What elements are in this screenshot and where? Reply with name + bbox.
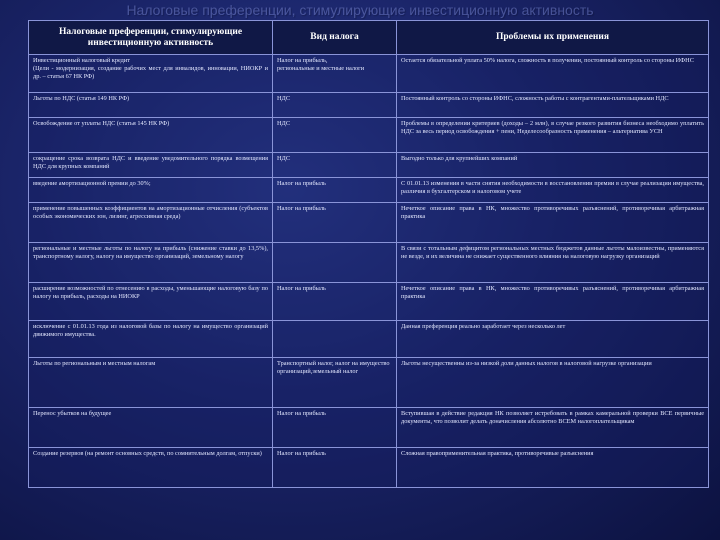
cell-problem: Постоянный контроль со стороны ИФНС, сложность работы с контрагентами-плательщиками НДС bbox=[397, 93, 709, 118]
table-row bbox=[29, 203, 709, 243]
cell-tax-type: НДС bbox=[273, 153, 397, 178]
cell-problem: Нечеткое описание права в НК, множество противоречивых разъяснений, противоречивая арбитражная практика bbox=[397, 283, 709, 321]
cell-preference: расширение возможностей по отнесению в расходы, уменьшающие налоговую базу по налогу на прибыль, расходы на НИОКР bbox=[29, 283, 273, 321]
cell-preference: Льготы по НДС (статья 149 НК РФ) bbox=[29, 93, 273, 118]
cell-preference: введение амортизационной премии до 30%; bbox=[29, 178, 273, 203]
table-row bbox=[29, 243, 709, 283]
cell-problem: С 01.01.13 изменения в части снятия необходимости в восстановлении премии в случае реализации имущества, различия в бухгалтерском и налоговом учете bbox=[397, 178, 709, 203]
cell-preference: сокращение срока возврата НДС и введение уведомительного порядка возмещения НДС для крупных компаний bbox=[29, 153, 273, 178]
cell-preference: применение повышенных коэффициентов на амортизационные отчисления (субъектов особых экономических зон, лизинг, агрессивная среда) bbox=[29, 203, 273, 243]
cell-tax-type: НДС bbox=[273, 93, 397, 118]
header-problems: Проблемы их применения bbox=[397, 21, 709, 55]
table-row bbox=[29, 448, 709, 488]
header-preferences: Налоговые преференции, стимулирующие инвестиционную активность bbox=[29, 21, 273, 55]
preferences-table bbox=[28, 20, 709, 488]
cell-tax-type: Налог на прибыль bbox=[273, 408, 397, 448]
cell-tax-type bbox=[273, 243, 397, 283]
cell-preference: региональные и местные льготы по налогу на прибыль (снижение ставки до 13,5%), транспортному налогу, налогу на имущество организаций, земельному налогу bbox=[29, 243, 273, 283]
header-tax-type: Вид налога bbox=[273, 21, 397, 55]
cell-preference: Создание резервов (на ремонт основных средств, по сомнительным долгам, отпуски) bbox=[29, 448, 273, 488]
table-row bbox=[29, 358, 709, 408]
cell-problem: Данная преференция реально заработает через несколько лет bbox=[397, 321, 709, 358]
table-row bbox=[29, 321, 709, 358]
cell-problem: Остается обязательной уплата 50% налога, сложность в получении, постоянный контроль со стороны ИФНС bbox=[397, 55, 709, 93]
table-row bbox=[29, 93, 709, 118]
table-header-row bbox=[29, 21, 709, 55]
cell-tax-type: НДС bbox=[273, 118, 397, 153]
cell-problem: В связи с тотальным дефицитом региональных местных бюджетов данные льготы малоизвестны, применяются не везде, и их величина не снижает существенного влияния на налоговую нагрузку организаций bbox=[397, 243, 709, 283]
cell-preference: Инвестиционный налоговый кредит (Цели - модернизация, создание рабочих мест для инвалидов, инновации, НИОКР и др. – статья 67 НК РФ) bbox=[29, 55, 273, 93]
cell-preference: Перенос убытков на будущее bbox=[29, 408, 273, 448]
cell-problem: Нечеткое описание права в НК, множество противоречивых разъяснений, противоречивая арбитражная практика bbox=[397, 203, 709, 243]
cell-problem: Сложная правоприменительная практика, противоречивые разъяснения bbox=[397, 448, 709, 488]
page-title: Налоговые преференции, стимулирующие инвестиционную активность bbox=[126, 2, 594, 18]
cell-preference: Льготы по региональным и местным налогам bbox=[29, 358, 273, 408]
table-row bbox=[29, 178, 709, 203]
cell-tax-type: Налог на прибыль, региональные и местные налоги bbox=[273, 55, 397, 93]
cell-tax-type: Налог на прибыль bbox=[273, 448, 397, 488]
cell-preference: исключение с 01.01.13 года из налоговой базы по налогу на имущество организаций движимого имущества. bbox=[29, 321, 273, 358]
cell-problem: Проблемы в определении критериев (доходы – 2 млн), в случае резкого развития бизнеса необходимо уплатить НДС за весь период освобождения + пени, Неделесообразность применения – альтернатива УСН bbox=[397, 118, 709, 153]
cell-preference: Освобождение от уплаты НДС (статья 145 НК РФ) bbox=[29, 118, 273, 153]
cell-problem: Выгодно только для крупнейших компаний bbox=[397, 153, 709, 178]
table-row bbox=[29, 153, 709, 178]
cell-tax-type: Налог на прибыль bbox=[273, 283, 397, 321]
table-row bbox=[29, 408, 709, 448]
cell-problem: Вступившая в действие редакция НК позволяет истребовать в рамках камеральной проверки ВСЕ первичные документы, что позволит делать доначисления абсолютно ВСЕМ налогоплательщикам bbox=[397, 408, 709, 448]
cell-tax-type: Налог на прибыль bbox=[273, 203, 397, 243]
cell-tax-type: Транспортный налог, налог на имущество организаций,земельный налог bbox=[273, 358, 397, 408]
table-row bbox=[29, 55, 709, 93]
table-row bbox=[29, 283, 709, 321]
cell-tax-type bbox=[273, 321, 397, 358]
cell-problem: Льготы несущественны из-за низкой доли данных налогов в налоговой нагрузке организации bbox=[397, 358, 709, 408]
cell-tax-type: Налог на прибыль bbox=[273, 178, 397, 203]
table-row bbox=[29, 118, 709, 153]
